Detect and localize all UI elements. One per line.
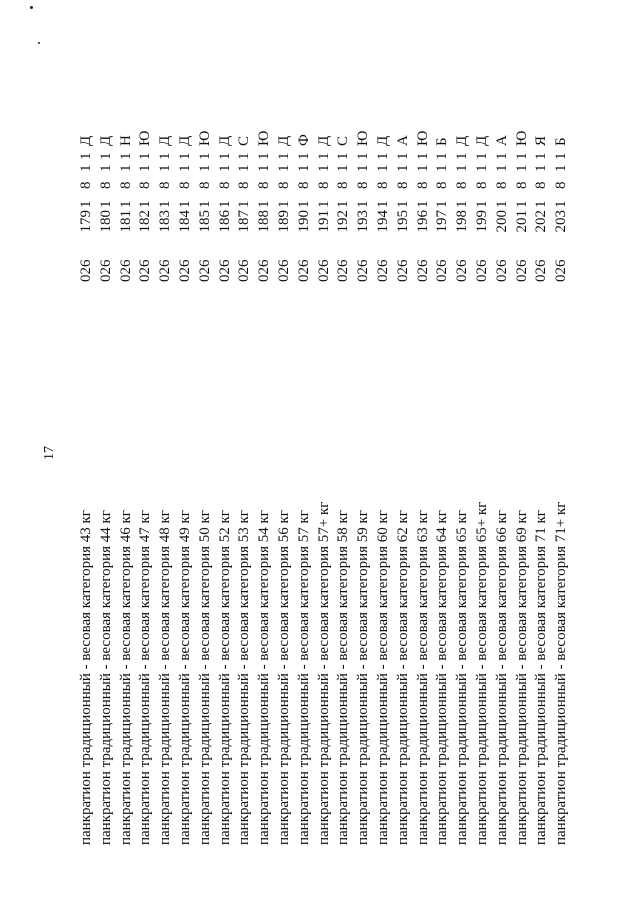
code-digit-2: 8 <box>275 181 292 189</box>
discipline-number: 187 <box>236 210 253 233</box>
discipline-number: 201 <box>513 210 530 233</box>
code-digit-4: 1 <box>493 152 510 160</box>
sport-code: 026 <box>196 259 213 282</box>
code-digit-2: 8 <box>97 181 114 189</box>
category-letter: Б <box>434 137 451 146</box>
category-letter: А <box>493 135 510 146</box>
sport-code: 026 <box>553 259 570 282</box>
category-letter: Ю <box>513 130 530 146</box>
code-digit-3: 1 <box>157 164 174 172</box>
category-letter: С <box>236 135 253 146</box>
sport-code: 026 <box>513 259 530 282</box>
discipline-name: панкратион традиционный - весовая категория 64 кг <box>434 510 451 845</box>
sport-code: 026 <box>335 259 352 282</box>
table-row <box>532 0 552 905</box>
code-digit-4: 1 <box>315 152 332 160</box>
code-digit-3: 1 <box>414 164 431 172</box>
code-digit-1: 1 <box>374 200 391 208</box>
code-digit-4: 1 <box>176 152 193 160</box>
code-digit-1: 1 <box>513 200 530 208</box>
category-letter: Ю <box>196 130 213 146</box>
discipline-number: 193 <box>355 210 372 233</box>
code-digit-1: 1 <box>157 200 174 208</box>
code-digit-1: 1 <box>434 200 451 208</box>
code-digit-3: 1 <box>473 164 490 172</box>
code-digit-3: 1 <box>295 164 312 172</box>
code-digit-3: 1 <box>533 164 550 172</box>
code-digit-4: 1 <box>335 152 352 160</box>
code-digit-2: 8 <box>374 181 391 189</box>
code-digit-4: 1 <box>513 152 530 160</box>
code-digit-1: 1 <box>295 200 312 208</box>
discipline-number: 184 <box>176 210 193 233</box>
code-digit-1: 1 <box>315 200 332 208</box>
code-digit-1: 1 <box>553 200 570 208</box>
discipline-name: панкратион традиционный - весовая категория 50 кг <box>196 510 213 845</box>
code-digit-4: 1 <box>394 152 411 160</box>
discipline-name: панкратион традиционный - весовая категория 65 кг <box>454 510 471 845</box>
discipline-number: 198 <box>454 210 471 233</box>
code-digit-2: 8 <box>137 181 154 189</box>
code-digit-4: 1 <box>295 152 312 160</box>
code-digit-3: 1 <box>355 164 372 172</box>
discipline-number: 182 <box>137 210 154 233</box>
code-digit-2: 8 <box>236 181 253 189</box>
code-digit-2: 8 <box>553 181 570 189</box>
discipline-name: панкратион традиционный - весовая категория 54 кг <box>256 510 273 845</box>
category-letter: Д <box>473 135 490 146</box>
code-digit-4: 1 <box>434 152 451 160</box>
discipline-number: 200 <box>493 210 510 233</box>
discipline-name: панкратион традиционный - весовая категория 66 кг <box>493 510 510 845</box>
code-digit-3: 1 <box>315 164 332 172</box>
table-row <box>473 0 493 905</box>
category-letter: Д <box>216 135 233 146</box>
discipline-name: панкратион традиционный - весовая категория 47 кг <box>137 510 154 845</box>
code-digit-1: 1 <box>414 200 431 208</box>
sport-code: 026 <box>97 259 114 282</box>
code-digit-4: 1 <box>533 152 550 160</box>
code-digit-1: 1 <box>275 200 292 208</box>
category-letter: Ю <box>414 130 431 146</box>
discipline-number: 186 <box>216 210 233 233</box>
code-digit-3: 1 <box>513 164 530 172</box>
discipline-name: панкратион традиционный - весовая категория 62 кг <box>394 510 411 845</box>
code-digit-2: 8 <box>78 181 94 189</box>
code-digit-2: 8 <box>533 181 550 189</box>
code-digit-4: 1 <box>275 152 292 160</box>
code-digit-4: 1 <box>78 152 94 160</box>
code-digit-2: 8 <box>196 181 213 189</box>
category-letter: Ю <box>256 130 273 146</box>
category-letter: Б <box>553 137 570 146</box>
category-letter: Ю <box>355 130 372 146</box>
code-digit-4: 1 <box>553 152 570 160</box>
code-digit-2: 8 <box>117 181 134 189</box>
category-letter: Д <box>315 135 332 146</box>
discipline-name: панкратион традиционный - весовая категория 57+ кг <box>315 501 332 845</box>
discipline-name: панкратион традиционный - весовая категория 46 кг <box>117 510 134 845</box>
code-digit-4: 1 <box>454 152 471 160</box>
sport-code: 026 <box>434 259 451 282</box>
discipline-name: панкратион традиционный - весовая категория 56 кг <box>275 510 292 845</box>
code-digit-3: 1 <box>137 164 154 172</box>
category-letter: Д <box>374 135 391 146</box>
code-digit-3: 1 <box>176 164 193 172</box>
discipline-name: панкратион традиционный - весовая категория 49 кг <box>176 510 193 845</box>
code-digit-2: 8 <box>256 181 273 189</box>
code-digit-4: 1 <box>196 152 213 160</box>
sport-code: 026 <box>414 259 431 282</box>
code-digit-4: 1 <box>137 152 154 160</box>
code-digit-3: 1 <box>236 164 253 172</box>
discipline-number: 190 <box>295 210 312 233</box>
sport-code: 026 <box>493 259 510 282</box>
table-row <box>136 0 156 905</box>
code-digit-2: 8 <box>295 181 312 189</box>
discipline-number: 189 <box>275 210 292 233</box>
code-digit-1: 1 <box>137 200 154 208</box>
code-digit-3: 1 <box>394 164 411 172</box>
code-digit-1: 1 <box>196 200 213 208</box>
code-digit-2: 8 <box>355 181 372 189</box>
sport-code: 026 <box>157 259 174 282</box>
discipline-name: панкратион традиционный - весовая категория 48 кг <box>157 510 174 845</box>
code-digit-4: 1 <box>473 152 490 160</box>
code-digit-3: 1 <box>117 164 134 172</box>
code-digit-2: 8 <box>513 181 530 189</box>
code-digit-3: 1 <box>553 164 570 172</box>
discipline-name: панкратион традиционный - весовая категория 58 кг <box>335 510 352 845</box>
code-digit-1: 1 <box>176 200 193 208</box>
discipline-number: 194 <box>374 210 391 233</box>
code-digit-4: 1 <box>216 152 233 160</box>
code-digit-1: 1 <box>335 200 352 208</box>
table-row <box>77 0 97 905</box>
discipline-name: панкратион традиционный - весовая категория 60 кг <box>374 510 391 845</box>
code-digit-2: 8 <box>394 181 411 189</box>
code-digit-2: 8 <box>335 181 352 189</box>
code-digit-2: 8 <box>176 181 193 189</box>
sport-code: 026 <box>355 259 372 282</box>
code-digit-1: 1 <box>97 200 114 208</box>
discipline-name: панкратион традиционный - весовая категория 63 кг <box>414 510 431 845</box>
discipline-number: 203 <box>553 210 570 233</box>
table-row <box>354 0 374 905</box>
discipline-name: панкратион традиционный - весовая категория 59 кг <box>355 510 372 845</box>
discipline-name: панкратион традиционный - весовая категория 52 кг <box>216 510 233 845</box>
code-digit-1: 1 <box>454 200 471 208</box>
table-row <box>453 0 473 905</box>
discipline-number: 179 <box>78 210 94 233</box>
code-digit-2: 8 <box>216 181 233 189</box>
code-digit-2: 8 <box>414 181 431 189</box>
code-digit-2: 8 <box>473 181 490 189</box>
table-row <box>196 0 216 905</box>
code-digit-4: 1 <box>157 152 174 160</box>
discipline-name: панкратион традиционный - весовая категория 53 кг <box>236 510 253 845</box>
code-digit-1: 1 <box>117 200 134 208</box>
code-digit-2: 8 <box>434 181 451 189</box>
sport-code: 026 <box>176 259 193 282</box>
table-row <box>513 0 533 905</box>
code-digit-4: 1 <box>414 152 431 160</box>
code-digit-4: 1 <box>97 152 114 160</box>
table-row <box>216 0 236 905</box>
category-letter: Д <box>157 135 174 146</box>
page-number: 17 <box>42 446 57 460</box>
sport-code: 026 <box>236 259 253 282</box>
code-digit-2: 8 <box>493 181 510 189</box>
sport-code: 026 <box>374 259 391 282</box>
sport-code: 026 <box>216 259 233 282</box>
table-row <box>433 0 453 905</box>
sport-code: 026 <box>394 259 411 282</box>
code-digit-4: 1 <box>374 152 391 160</box>
discipline-name: панкратион традиционный - весовая категория 57 кг <box>295 510 312 845</box>
code-digit-2: 8 <box>157 181 174 189</box>
discipline-number: 196 <box>414 210 431 233</box>
category-letter: С <box>335 135 352 146</box>
code-digit-4: 1 <box>117 152 134 160</box>
sport-discipline-table <box>77 0 572 905</box>
discipline-number: 195 <box>394 210 411 233</box>
category-letter: Д <box>78 135 94 146</box>
code-digit-3: 1 <box>493 164 510 172</box>
code-digit-1: 1 <box>236 200 253 208</box>
code-digit-3: 1 <box>434 164 451 172</box>
table-row <box>97 0 117 905</box>
code-digit-1: 1 <box>394 200 411 208</box>
table-row <box>255 0 275 905</box>
category-letter: Я <box>533 135 550 146</box>
discipline-number: 183 <box>157 210 174 233</box>
discipline-name: панкратион традиционный - весовая категория 44 кг <box>97 510 114 845</box>
discipline-number: 185 <box>196 210 213 233</box>
discipline-number: 188 <box>256 210 273 233</box>
discipline-number: 180 <box>97 210 114 233</box>
sport-code: 026 <box>454 259 471 282</box>
discipline-number: 199 <box>473 210 490 233</box>
table-row <box>334 0 354 905</box>
table-row <box>176 0 196 905</box>
code-digit-2: 8 <box>454 181 471 189</box>
code-digit-1: 1 <box>78 200 94 208</box>
code-digit-3: 1 <box>454 164 471 172</box>
table-row <box>156 0 176 905</box>
category-letter: Н <box>117 135 134 146</box>
discipline-number: 192 <box>335 210 352 233</box>
sport-code: 026 <box>117 259 134 282</box>
code-digit-1: 1 <box>473 200 490 208</box>
category-letter: Ю <box>137 130 154 146</box>
code-digit-3: 1 <box>78 164 94 172</box>
code-digit-3: 1 <box>216 164 233 172</box>
code-digit-4: 1 <box>236 152 253 160</box>
code-digit-1: 1 <box>493 200 510 208</box>
code-digit-1: 1 <box>355 200 372 208</box>
sport-code: 026 <box>256 259 273 282</box>
sport-code: 026 <box>315 259 332 282</box>
discipline-number: 202 <box>533 210 550 233</box>
category-letter: Д <box>454 135 471 146</box>
table-row <box>394 0 414 905</box>
discipline-number: 191 <box>315 210 332 233</box>
category-letter: А <box>394 135 411 146</box>
code-digit-3: 1 <box>256 164 273 172</box>
discipline-number: 181 <box>117 210 134 233</box>
discipline-name: панкратион традиционный - весовая категория 43 кг <box>78 510 94 845</box>
sport-code: 026 <box>295 259 312 282</box>
table-row <box>275 0 295 905</box>
code-digit-3: 1 <box>97 164 114 172</box>
code-digit-3: 1 <box>275 164 292 172</box>
category-letter: Д <box>97 135 114 146</box>
table-row <box>493 0 513 905</box>
table-row <box>235 0 255 905</box>
discipline-number: 197 <box>434 210 451 233</box>
table-row <box>552 0 572 905</box>
code-digit-3: 1 <box>374 164 391 172</box>
sport-code: 026 <box>137 259 154 282</box>
code-digit-1: 1 <box>216 200 233 208</box>
category-letter: Д <box>176 135 193 146</box>
code-digit-2: 8 <box>315 181 332 189</box>
code-digit-1: 1 <box>256 200 273 208</box>
category-letter: Ф <box>295 134 312 146</box>
sport-code: 026 <box>473 259 490 282</box>
code-digit-4: 1 <box>355 152 372 160</box>
category-letter: Д <box>275 135 292 146</box>
table-row <box>315 0 335 905</box>
discipline-name: панкратион традиционный - весовая категория 69 кг <box>513 510 530 845</box>
discipline-name: панкратион традиционный - весовая категория 71+ кг <box>553 501 570 845</box>
table-row <box>117 0 137 905</box>
code-digit-1: 1 <box>533 200 550 208</box>
code-digit-4: 1 <box>256 152 273 160</box>
table-row <box>295 0 315 905</box>
table-row <box>414 0 434 905</box>
discipline-name: панкратион традиционный - весовая категория 71 кг <box>533 510 550 845</box>
discipline-name: панкратион традиционный - весовая категория 65+ кг <box>473 501 490 845</box>
sport-code: 026 <box>533 259 550 282</box>
code-digit-3: 1 <box>335 164 352 172</box>
sport-code: 026 <box>275 259 292 282</box>
sport-code: 026 <box>78 259 94 282</box>
table-row <box>374 0 394 905</box>
code-digit-3: 1 <box>196 164 213 172</box>
